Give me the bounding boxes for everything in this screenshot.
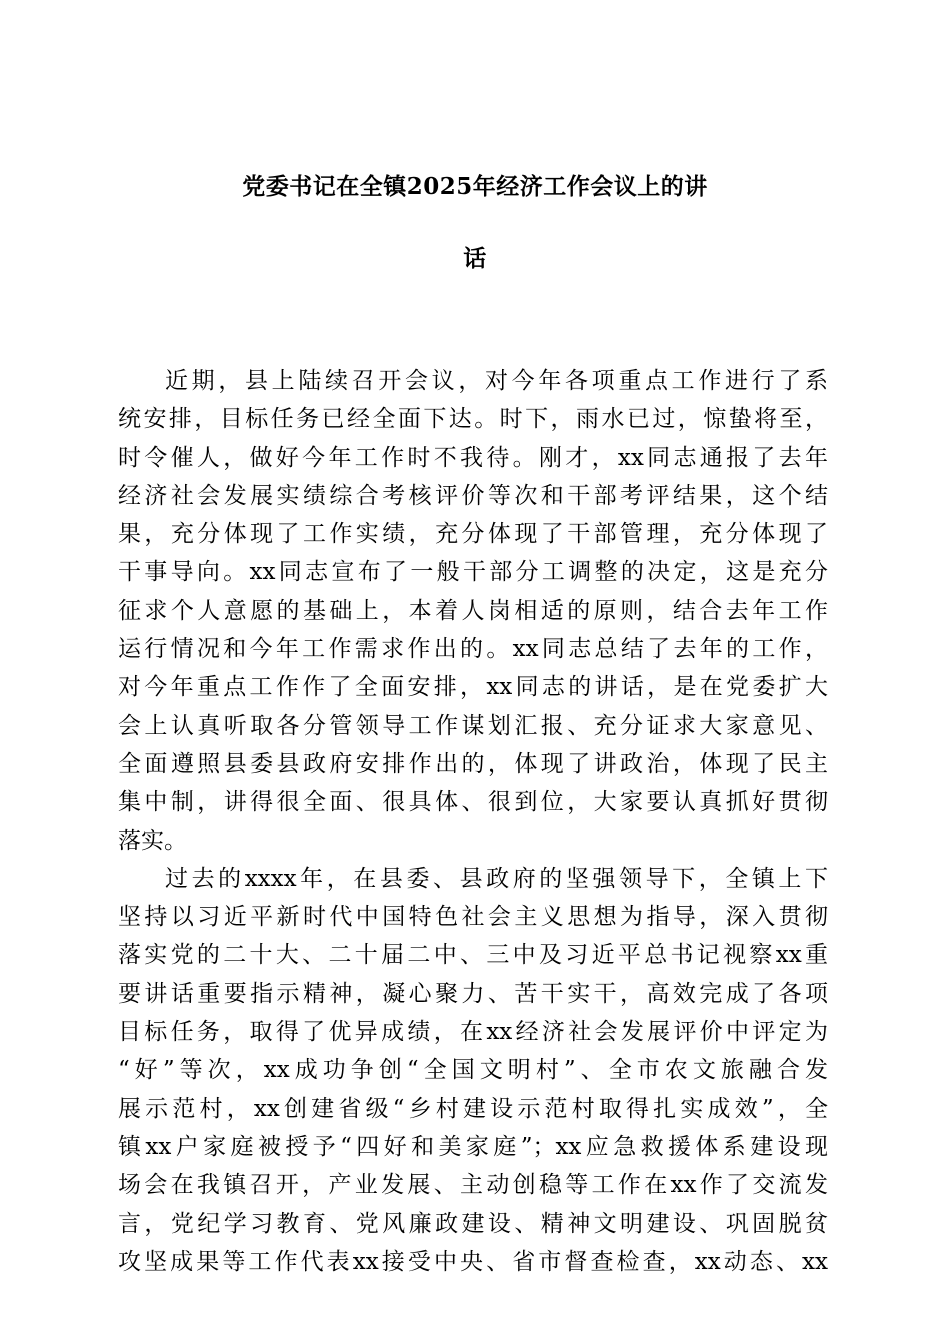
title-line-1: 党委书记在全镇2025年经济工作会议上的讲	[242, 173, 708, 200]
paragraph-line: 果，充分体现了工作实绩，充分体现了干部管理，充分体现了	[118, 521, 828, 548]
paragraph-line: 征求个人意愿的基础上，本着人岗相适的原则，结合去年工作	[118, 597, 828, 624]
paragraph-line: 经济社会发展实绩综合考核评价等次和干部考评结果，这个结	[118, 482, 828, 509]
paragraph-line: 要讲话重要指示精神，凝心聚力、苦干实干，高效完成了各项	[118, 980, 828, 1007]
paragraph-line: 攻坚成果等工作代表xx接受中央、省市督查检查，xx动态、xx	[118, 1248, 828, 1275]
paragraph-line: 会上认真听取各分管领导工作谋划汇报、充分证求大家意见、	[118, 712, 828, 739]
title-line-2: 话	[463, 245, 487, 273]
paragraph-line: 落实党的二十大、二十届二中、三中及习近平总书记视察xx重	[118, 942, 828, 969]
paragraph-line: 对今年重点工作作了全面安排，xx同志的讲话，是在党委扩大	[118, 674, 828, 701]
paragraph-line: 落实。	[118, 827, 187, 854]
paragraph-line: 展示范村，xx创建省级“乡村建设示范村取得扎实成效”，全	[118, 1095, 828, 1122]
paragraph-line: 干事导向。xx同志宣布了一般干部分工调整的决定，这是充分	[118, 559, 828, 586]
paragraph-line: 统安排，目标任务已经全面下达。时下，雨水已过，惊蛰将至，	[118, 406, 828, 433]
paragraph-line: 言，党纪学习教育、党风廉政建设、精神文明建设、巩固脱贫	[118, 1210, 828, 1237]
paragraph-2	[118, 860, 828, 1281]
document-title	[118, 168, 832, 279]
paragraph-line: 近期，县上陆续召开会议，对今年各项重点工作进行了系	[165, 368, 828, 394]
paragraph-line: 镇xx户家庭被授予“四好和美家庭”；xx应急救援体系建设现	[118, 1133, 828, 1160]
paragraph-line: 全面遵照县委县政府安排作出的，体现了讲政治，体现了民主	[118, 750, 828, 777]
document-body	[118, 362, 828, 1281]
paragraph-line: 过去的xxxx年，在县委、县政府的坚强领导下，全镇上下	[165, 865, 828, 892]
paragraph-line: 目标任务，取得了优异成绩，在xx经济社会发展评价中评定为	[118, 1019, 828, 1046]
paragraph-line: 时令催人，做好今年工作时不我待。刚才，xx同志通报了去年	[118, 444, 828, 471]
paragraph-line: 运行情况和今年工作需求作出的。xx同志总结了去年的工作，	[118, 636, 828, 663]
paragraph-line: “好”等次，xx成功争创“全国文明村”、全市农文旅融合发	[118, 1057, 828, 1084]
paragraph-1	[118, 362, 828, 860]
paragraph-line: 场会在我镇召开，产业发展、主动创稳等工作在xx作了交流发	[118, 1172, 828, 1199]
paragraph-line: 集中制，讲得很全面、很具体、很到位，大家要认真抓好贯彻	[118, 789, 828, 816]
paragraph-line: 坚持以习近平新时代中国特色社会主义思想为指导，深入贯彻	[118, 904, 828, 931]
